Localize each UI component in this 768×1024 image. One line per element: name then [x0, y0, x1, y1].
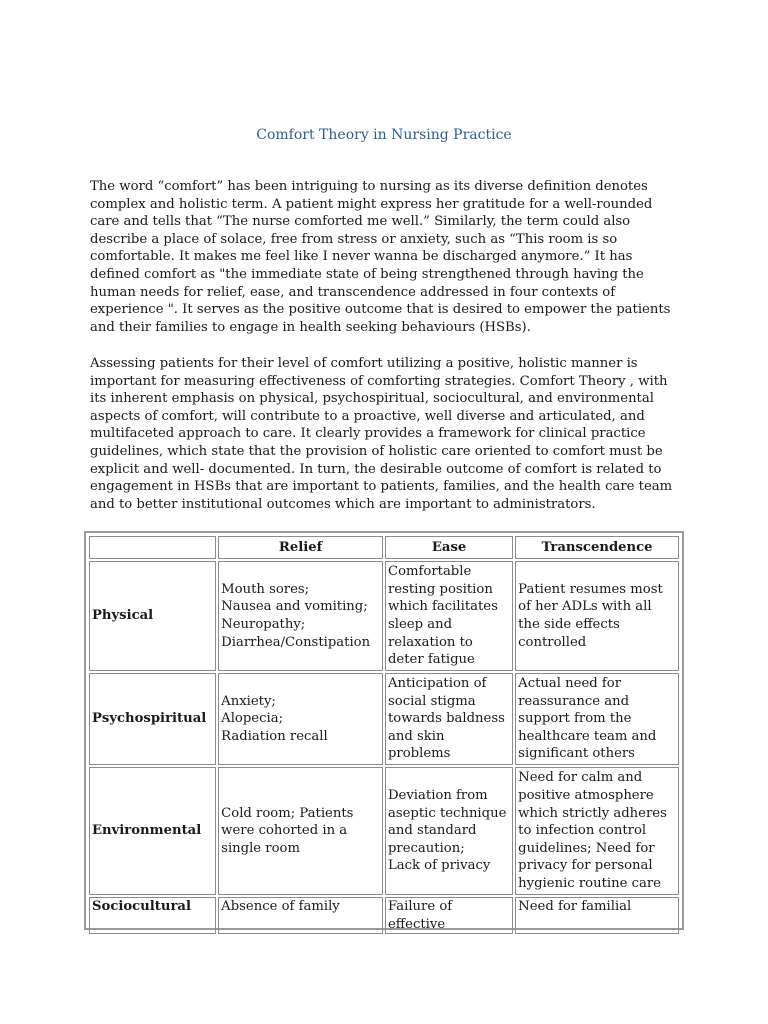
- cell-psychospiritual-transcendence: [515, 673, 679, 765]
- document-title: Comfort Theory in Nursing Practice: [256, 127, 512, 143]
- cell-text-line: Failure of effective: [387, 899, 453, 932]
- cell-sociocultural-transcendence: [515, 897, 679, 934]
- table-row-sociocultural: [89, 897, 679, 934]
- cell-physical-transcendence: [515, 561, 679, 671]
- comfort-table-grid: [87, 534, 681, 936]
- cell-environmental-ease: [385, 767, 513, 895]
- row-label-psychospiritual: Psychospiritual: [89, 673, 216, 765]
- cell-psychospiritual-relief: [218, 673, 383, 765]
- cell-text-line: Need for familial: [518, 899, 632, 914]
- header-ease: Ease: [385, 536, 513, 559]
- cell-environmental-transcendence: [515, 767, 679, 895]
- paragraph-intro: The word “comfort” has been intriguing to nursing as its diverse definition denotes complex and holistic term. A patient might express her gratitude for a well-rounded care and tells that “The nurse comforted me well.” Similarly, the term could also describe a place of solace, free from stress or anxiety, such as “This room is so comfortable. It makes me feel like I never wanna be discharged anymore.” It has defined comfort as "the immediate state of being strengthened through having the human needs for relief, ease, and transcendence addressed in four contexts of experience ". It serves as the positive outcome that is desired to empower the patients and their families to engage in health seeking behaviours (HSBs).: [90, 179, 671, 335]
- cell-text-line: Deviation from aseptic technique and standard precaution;: [387, 788, 507, 856]
- cell-sociocultural-ease: [385, 897, 513, 934]
- table-row-environmental: [89, 767, 679, 895]
- cell-text-line: Patient resumes most of her ADLs with all the side effects controlled: [518, 581, 663, 650]
- table-row-psychospiritual: [89, 673, 679, 765]
- row-label-sociocultural: Sociocultural: [89, 897, 216, 934]
- cell-text-line: Actual need for reassurance and support from the healthcare team and significant others: [518, 676, 657, 762]
- header-relief: Relief: [218, 536, 383, 559]
- cell-text-line: Cold room; Patients were cohorted in a single room: [221, 805, 354, 856]
- cell-physical-ease: [385, 561, 513, 671]
- cell-text-line: Absence of family: [221, 899, 340, 914]
- cell-physical-relief: [218, 561, 383, 671]
- cell-sociocultural-relief: [218, 897, 383, 934]
- cell-text-line: Comfortable resting position which facilitates sleep and relaxation to deter fatigue: [387, 564, 498, 668]
- paragraph-assessment: Assessing patients for their level of comfort utilizing a positive, holistic manner is important for measuring effectiveness of comforting strategies. Comfort Theory , with its inherent emphasis on physical, psychospiritual, sociocultural, and environmental aspects of comfort, will contribute to a proactive, well diverse and articulated, and multifaceted approach to care. It clearly provides a framework for clinical practice guidelines, which state that the provision of holistic care oriented to comfort must be explicit and well- documented. In turn, the desirable outcome of comfort is related to engagement in HSBs that are important to patients, families, and the health care team and to better institutional outcomes which are important to administrators.: [90, 356, 673, 512]
- header-blank: [89, 536, 216, 559]
- cell-text-line: Need for calm and positive atmosphere which strictly adheres to infection control guidelines; Need for privacy for personal hygienic routine care: [518, 770, 667, 891]
- cell-text-line: Anticipation of social stigma towards baldness and skin problems: [387, 676, 505, 762]
- cell-text-line: Lack of privacy: [387, 858, 491, 874]
- row-label-environmental: Environmental: [89, 767, 216, 895]
- cell-text-line: Radiation recall: [221, 728, 328, 744]
- cell-text-line: Anxiety;: [221, 693, 276, 709]
- row-label-physical: Physical: [89, 561, 216, 671]
- header-transcendence: Transcendence: [515, 536, 679, 559]
- cell-text-line: Neuropathy;: [221, 617, 306, 632]
- cell-text-line: Nausea and vomiting;: [221, 599, 368, 615]
- cell-text-line: Alopecia;: [221, 711, 284, 727]
- cell-text-line: Mouth sores;: [221, 581, 310, 597]
- comfort-taxonomy-table: [84, 531, 684, 930]
- table-row-physical: [89, 561, 679, 671]
- cell-text-line: Diarrhea/Constipation: [221, 634, 371, 650]
- table-header-row: [89, 536, 679, 559]
- cell-environmental-relief: [218, 767, 383, 895]
- cell-psychospiritual-ease: [385, 673, 513, 765]
